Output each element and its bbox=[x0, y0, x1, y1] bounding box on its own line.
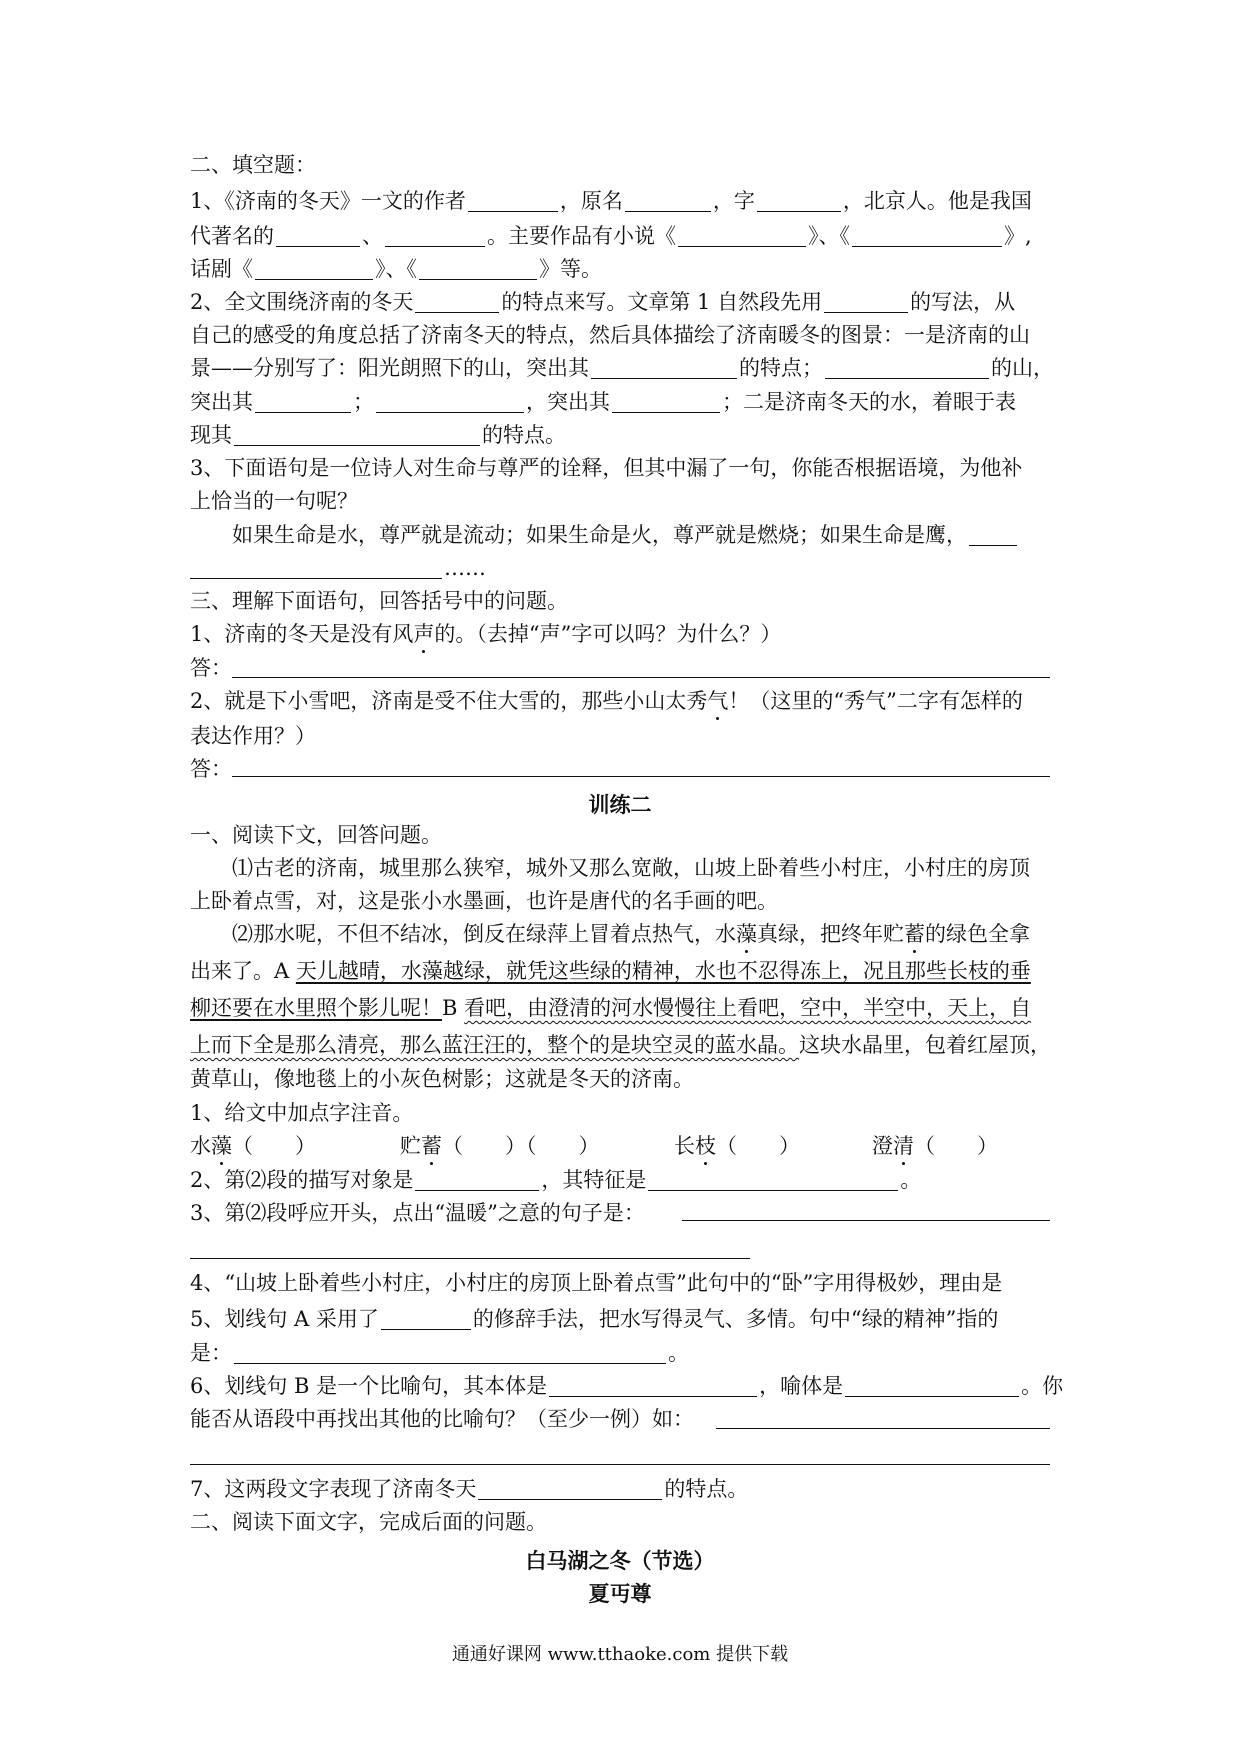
passage-p2-line-2: 出来了。A 天儿越晴，水藻越绿，就凭这些绿的精神，水也不忍得冻上，况且那些长枝的垂 bbox=[190, 959, 1031, 983]
blank-courtesy-name[interactable] bbox=[757, 191, 841, 212]
s3-question-2: 2、就是下小雪吧，济南是受不住大雪的，那些小山太秀气！（这里的“秀气”二字有怎样的 bbox=[190, 689, 1023, 713]
pinyin-item-1: 水藻（ ） bbox=[190, 1134, 316, 1158]
t2-question-7: 7、这两段文字表现了济南冬天 的特点。 bbox=[190, 1477, 749, 1501]
blank-vehicle[interactable] bbox=[845, 1376, 1019, 1397]
question-2-line-4: 突出其 ； ，突出其 ；二是济南冬天的水，着眼于表 bbox=[190, 390, 1016, 414]
blank-highlight-2[interactable] bbox=[612, 392, 720, 413]
answer-label-1: 答： bbox=[190, 656, 232, 680]
passage-p2-line-4: 上而下全是那么清亮，那么蓝汪汪的，整个的是块空灵的蓝水晶。这块水晶里，包着红屋顶， bbox=[190, 1033, 1051, 1057]
underlined-sentence-a: 天儿越晴，水藻越绿，就凭这些绿的精神，水也不忍得冻上，况且那些长枝的垂 bbox=[295, 959, 1031, 983]
passage-p2-line-1: ⑵那水呢，不但不结冰，倒反在绿萍上冒着点热气，水藻真绿，把终年贮蓄的绿色全拿 bbox=[232, 922, 1030, 946]
t2-section-1-title: 一、阅读下文，回答问题。 bbox=[190, 823, 442, 847]
blank-title-2[interactable] bbox=[385, 226, 485, 247]
question-3-poem: 如果生命是水，尊严就是流动；如果生命是火，尊严就是燃烧；如果生命是鹰， bbox=[232, 522, 1019, 548]
question-2-line-3: 景——分别写了：阳光朗照下的山，突出其 的特点； 的山， bbox=[190, 356, 1054, 380]
question-2-line-2: 自己的感受的角度总括了济南冬天的特点，然后具体描绘了济南暖冬的图景：一是济南的山 bbox=[190, 323, 1030, 347]
question-3-line-1: 3、下面语句是一位诗人对生命与尊严的诠释，但其中漏了一句，你能否根据语境，为他补 bbox=[190, 456, 1023, 480]
t2-question-6: 6、划线句 B 是一个比喻句，其本体是 ，喻体是 。你 bbox=[190, 1374, 1064, 1398]
passage-p2-line-3: 柳还要在水里照个影儿呢！B 看吧，由澄清的河水慢慢往上看吧，空中，半空中，天上，自 bbox=[190, 996, 1032, 1020]
question-3-line-4: …… bbox=[190, 555, 486, 581]
t2-question-2: 2、第⑵段的描写对象是 ，其特征是 。 bbox=[190, 1168, 922, 1192]
answer-label-2: 答： bbox=[190, 757, 232, 781]
question-1-line-3: 话剧《 》、《 》等。 bbox=[190, 257, 602, 281]
blank-highlight-1[interactable] bbox=[255, 392, 351, 413]
wavy-sentence-b: 看吧，由澄清的河水慢慢往上看吧，空中，半空中，天上，自 bbox=[464, 996, 1032, 1020]
blank-novel-2[interactable] bbox=[852, 226, 1002, 247]
question-2-line-5: 现其 的特点。 bbox=[190, 423, 566, 447]
answer-line-q6[interactable] bbox=[716, 1428, 1050, 1429]
wavy-sentence-b-end: 上而下全是那么清亮，那么蓝汪汪的，整个的是块空灵的蓝水晶。 bbox=[190, 1033, 799, 1057]
article-title: 白马湖之冬（节选） bbox=[525, 1549, 715, 1573]
blank-object[interactable] bbox=[415, 1170, 539, 1191]
blank-drama-1[interactable] bbox=[255, 259, 373, 280]
t2-question-1: 1、给文中加点字注音。 bbox=[190, 1101, 414, 1125]
t2-question-6-line-2: 能否从语段中再找出其他的比喻句？（至少一例）如： bbox=[190, 1407, 694, 1431]
blank-method[interactable] bbox=[824, 292, 908, 313]
blank-mountain-type[interactable] bbox=[825, 358, 989, 379]
blank-author[interactable] bbox=[468, 191, 558, 212]
question-2-line-1: 2、全文围绕济南的冬天 的特点来写。文章第 1 自然段先用 的写法，从 bbox=[190, 290, 1016, 314]
blank-mountain-type-2[interactable] bbox=[376, 392, 524, 413]
passage-p1-line-2: 上卧着点雪，对，这是张小水墨画，也许是唐代的名手画的吧。 bbox=[190, 889, 778, 913]
blank-winter-feature[interactable] bbox=[478, 1479, 662, 1500]
blank-feature[interactable] bbox=[415, 292, 499, 313]
answer-line-1[interactable] bbox=[232, 677, 1050, 678]
t2-section-2-title: 二、阅读下面文字，完成后面的问题。 bbox=[190, 1510, 547, 1534]
t2-question-3: 3、第⑵段呼应开头，点出“温暖”之意的句子是： bbox=[190, 1201, 645, 1225]
article-author: 夏丏尊 bbox=[588, 1582, 652, 1606]
t2-question-5: 5、划线句 A 采用了 的修辞手法，把水写得灵气、多情。句中“绿的精神”指的 bbox=[190, 1307, 999, 1331]
section-title-fill-blank: 二、填空题： bbox=[190, 153, 316, 177]
blank-poem-start[interactable] bbox=[969, 525, 1017, 546]
question-1-line-2: 代著名的 、 。主要作品有小说《 》、《 》, bbox=[190, 224, 1032, 248]
pinyin-item-4: 澄清（ ） bbox=[872, 1134, 998, 1158]
footer-source: 通通好课网 www.tthaoke.com 提供下载 bbox=[451, 1644, 789, 1665]
blank-original-name[interactable] bbox=[625, 191, 711, 212]
s3-question-1: 1、济南的冬天是没有风声的。（去掉“声”字可以吗？为什么？） bbox=[190, 622, 782, 646]
passage-p1-line-1: ⑴古老的济南，城里那么狭窄，城外又那么宽敞，山坡上卧着些小村庄，小村庄的房顶 bbox=[232, 856, 1030, 880]
blank-rhetoric[interactable] bbox=[381, 1309, 471, 1330]
blank-tenor[interactable] bbox=[549, 1376, 757, 1397]
answer-line-q3-2[interactable] bbox=[190, 1258, 750, 1259]
training-2-title: 训练二 bbox=[588, 793, 652, 817]
blank-feature-2[interactable] bbox=[648, 1170, 898, 1191]
blank-sunny-mountain[interactable] bbox=[591, 358, 737, 379]
t2-question-5-line-2: 是： 。 bbox=[190, 1341, 689, 1365]
question-1-line-1: 1、《济南的冬天》一文的作者 ，原名 ，字 ，北京人。他是我国 bbox=[190, 189, 1032, 213]
blank-water-feature[interactable] bbox=[234, 425, 480, 446]
blank-poem-end[interactable] bbox=[190, 558, 442, 579]
pinyin-item-2: 贮蓄（ ）（ ） bbox=[400, 1134, 600, 1158]
blank-title-1[interactable] bbox=[276, 226, 360, 247]
underlined-sentence-a-end: 柳还要在水里照个影儿呢！ bbox=[190, 996, 442, 1020]
answer-line-q3[interactable] bbox=[682, 1220, 1050, 1221]
question-3-line-2: 上恰当的一句呢？ bbox=[190, 489, 358, 513]
blank-novel-1[interactable] bbox=[678, 226, 806, 247]
t2-question-4: 4、“山坡上卧着些小村庄，小村庄的房顶上卧着点雪”此句中的“卧”字用得极妙，理由是 bbox=[190, 1271, 1003, 1295]
section-title-understand: 三、理解下面语句，回答括号中的问题。 bbox=[190, 589, 568, 613]
answer-line-2[interactable] bbox=[232, 776, 1050, 777]
s3-question-2-line-2: 表达作用？） bbox=[190, 724, 316, 748]
pinyin-item-3: 长枝（ ） bbox=[674, 1134, 800, 1158]
passage-p2-line-5: 黄草山，像地毯上的小灰色树影；这就是冬天的济南。 bbox=[190, 1067, 694, 1091]
answer-line-q6-2[interactable] bbox=[190, 1464, 1050, 1465]
blank-green-spirit[interactable] bbox=[234, 1343, 666, 1364]
blank-drama-2[interactable] bbox=[419, 259, 537, 280]
